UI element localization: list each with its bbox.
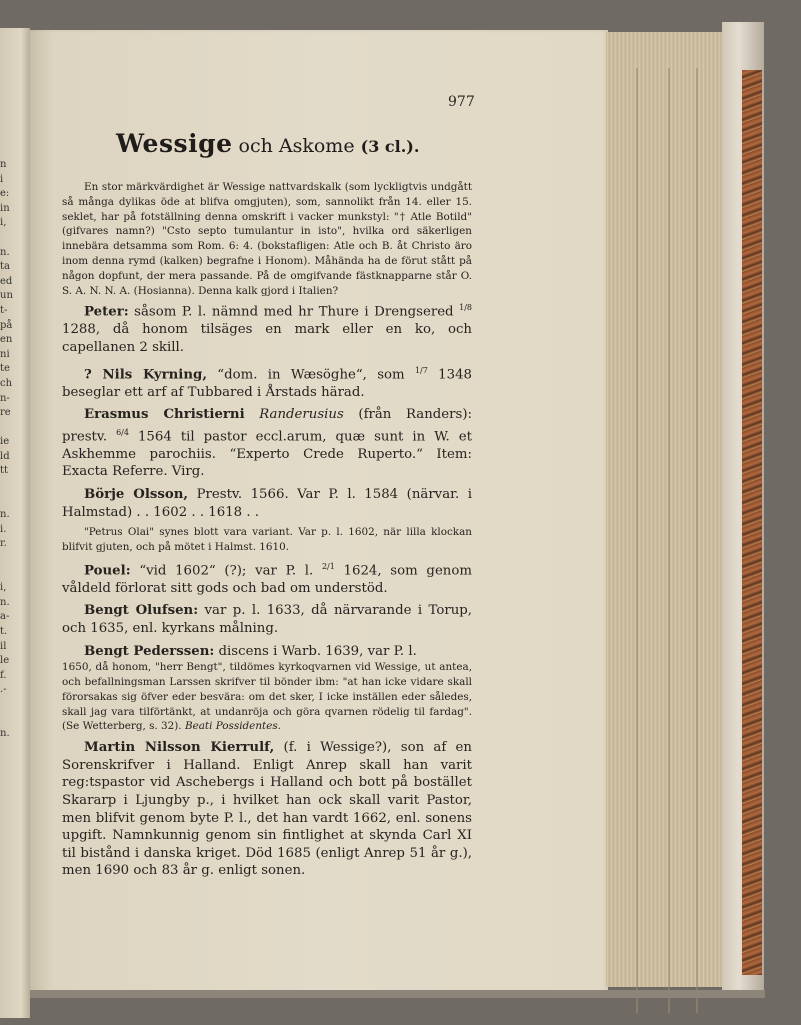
paragraph-pouel: Pouel: “vid 1602“ (?); var P. l. $^{2/1}$ 1624, som genom våldeld förlorat sitt gods och bad om understöd. — [62, 561, 472, 596]
left-margin-fragment: n- — [0, 392, 10, 404]
left-margin-fragment — [0, 421, 14, 436]
left-margin-fragment: a- — [0, 611, 10, 623]
left-margin-fragment: il — [0, 640, 7, 652]
left-facing-page — [0, 28, 30, 1018]
left-margin-fragment: ta — [0, 261, 10, 273]
left-margin-fragment: n. — [0, 509, 10, 521]
left-margin-fragment: tt — [0, 465, 9, 477]
left-margin-fragment: n. — [0, 596, 10, 608]
left-margin-fragment — [0, 713, 14, 728]
left-margin-fragment: te — [0, 363, 10, 375]
left-margin-fragment: n — [0, 159, 7, 170]
left-margin-fragment — [0, 479, 14, 494]
paragraph-bengt-pederssen-note: 1650, då honom, "herr Bengt", tildömes kyrkoqvarnen vid Wessige, ut antea, och befallningsman Larssen skrifver til bönder ibm: "at han icke vidare skall förorsakas sig öfver eder besvära: om det sker, I icke inställen eder således, skall jag vara tilförtänkt, at undanröja och göra qvarnen rödelig til fardag". (Se Wetterberg, s. 32). Beati Possidentes. — [62, 661, 472, 733]
title-class-note: (3 cl.). — [360, 137, 420, 156]
left-margin-fragment: i — [0, 173, 4, 185]
paragraph-borje-olsson: Börje Olsson, Prestv. 1566. Var P. l. 1584 (närvar. i Halmstad) . . 1602 . . 1618 . . — [62, 486, 473, 520]
left-margin-fragment: ch — [0, 377, 13, 389]
left-margin-fragment: n. — [0, 246, 10, 258]
left-margin-fragment: ni — [0, 348, 10, 360]
left-margin-fragment: en — [0, 334, 13, 346]
page-edges — [606, 32, 724, 987]
left-margin-fragment: e: — [0, 188, 10, 200]
left-margin-fragment: le — [0, 655, 10, 667]
left-margin-fragment — [0, 231, 14, 246]
left-page-margin-text — [0, 158, 14, 742]
page-bottom-shadow — [30, 990, 765, 998]
paragraph-bengt-pederssen: Bengt Pederssen: discens i Warb. 1639, var P. l. — [84, 643, 417, 659]
paragraph-martin-kierrulf: Martin Nilsson Kierrulf, (f. i Wessige?), son af en Sorenskrifver i Halland. Enligt Anrep skall han varit reg:tspastor vid Aschebergs i Halland och bott på bostället Skararp i Ljungby p., i hvilket han ock skall varit Pastor, men blifvit genom byte P. l., det han vardt 1662, enl. sonens upgift. Namnkunnig genom sin fintlighet at skynda Carl XI til bistånd i danska kriget. Död 1685 (enligt Anrep 51 år g.), men 1690 och 83 år g. enligt sonen. — [62, 740, 472, 879]
left-margin-fragment: i, — [0, 217, 7, 229]
paragraph-bengt-olufsen: Bengt Olufsen: var p. l. 1633, då närvarande i Torup, och 1635, enl. kyrkans målning. — [62, 603, 472, 636]
left-margin-fragment: r. — [0, 538, 7, 550]
paragraph-nils-kyrning: ? Nils Kyrning, “dom. in Wæsöghe“, som $^{1/7}$ 1348 beseglar ett arf af Tubbared i Årstads härad. — [62, 365, 472, 400]
left-margin-fragment: un — [0, 290, 13, 302]
paragraph-petrus-olai: "Petrus Olai" synes blott vara variant. Var p. l. 1602, när lilla klockan blifvit gjuten, och på mötet i Halmst. 1610. — [62, 526, 472, 553]
left-margin-fragment: på — [0, 319, 13, 331]
page-number: 977 — [448, 94, 475, 110]
left-margin-fragment: ie — [0, 436, 10, 448]
left-margin-fragment: in — [0, 202, 10, 214]
paragraph-peter: Peter: såsom P. l. nämnd med hr Thure i Drengsered $^{1/8}$ 1288, då honom tilsäges en mark eller en ko, och capellanen 2 skill. — [62, 303, 472, 355]
left-margin-fragment: i. — [0, 523, 7, 535]
left-margin-fragment: n. — [0, 728, 10, 740]
left-margin-fragment — [0, 494, 14, 509]
left-margin-fragment: f. — [0, 669, 7, 681]
page-title — [116, 129, 419, 158]
paragraph-chalice: En stor märkvärdighet är Wessige nattvardskalk (som lyckligtvis undgått så många dylikas öde at blifva omgjuten), som, sannolikt från 14. eller 15. seklet, har på fotställning denna omskrift i vacker munkstyl: "† Atle Botild" (gifvares namn?) "Csto septo tumulantur in isto", hvilka ord säkerligen innebära detsamma som Rom. 6: 4. (bokstafligen: Atle och B. åt Christo äro inom denna rymd (kalken) begrafne i Honom). Måhända ha de förut stått på någon dopfunt, der mera passande. På de omgifvande fästknapparne står O. S. A. N. N. A. (Hosianna). Denna kalk gjord i Italien? — [62, 181, 472, 297]
left-margin-fragment: ed — [0, 275, 13, 287]
paragraph-erasmus: Erasmus Christierni Randerusius (från Randers): prestv. $^{6/4}$ 1564 til pastor eccl.arum, quæ sunt in W. et Askhemme parochiis. “Experto Crede Ruperto.“ Item: Exacta Referre. Virg. — [62, 407, 472, 480]
title-rest: och Askome — [238, 135, 355, 157]
left-margin-fragment — [0, 698, 14, 713]
left-margin-fragment: .- — [0, 684, 7, 696]
title-main: Wessige — [116, 129, 233, 158]
left-margin-fragment — [0, 567, 14, 582]
left-margin-fragment: t- — [0, 304, 8, 316]
left-margin-fragment: t. — [0, 626, 8, 637]
left-margin-fragment: ld — [0, 450, 10, 462]
left-margin-fragment: re — [0, 407, 11, 419]
left-margin-fragment — [0, 552, 14, 567]
page-text — [62, 180, 472, 880]
left-margin-fragment: i, — [0, 582, 7, 594]
marbled-spine — [742, 70, 762, 975]
